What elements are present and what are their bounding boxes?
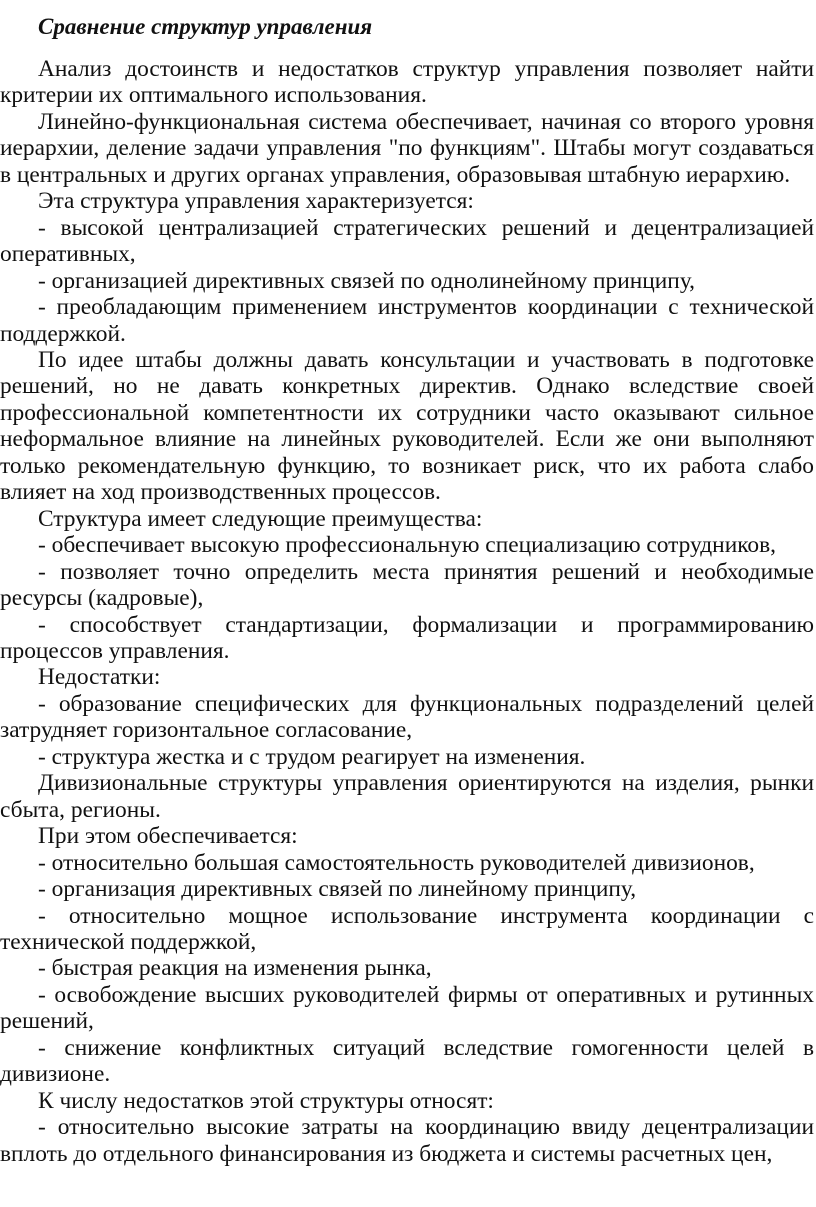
list-item: - образование специфических для функциональных подразделений целей затрудняет горизонтальное согласование, (0, 690, 814, 744)
list-item: - относительно высокие затраты на координацию ввиду децентрализации вплоть до отдельного финансирования из бюджета и системы расчетных цен, (0, 1114, 814, 1167)
paragraph: Недостатки: (38, 664, 161, 691)
list-item: - относительно мощное использование инструмента координации с технической поддержкой, (0, 902, 814, 955)
list-item: - организация директивных связей по линейному принципу, (38, 876, 637, 903)
paragraph: Структура имеет следующие преимущества: (38, 505, 483, 532)
paragraph: При этом обеспечивается: (38, 823, 298, 850)
list-item: - снижение конфликтных ситуаций вследствие гомогенности целей в дивизионе. (0, 1034, 814, 1088)
document-title: Сравнение структур управления (38, 14, 373, 39)
list-item: - преобладающим применением инструментов координации с технической поддержкой. (0, 294, 814, 347)
document-page (0, 14, 816, 1167)
list-item: - позволяет точно определить места принятия решений и необходимые ресурсы (кадровые), (0, 558, 814, 612)
list-item: - быстрая реакция на изменения рынка, (38, 955, 432, 982)
list-item: - обеспечивает высокую профессиональную специализацию сотрудников, (38, 532, 776, 559)
paragraph: По идее штабы должны давать консультации и участвовать в подготовке решений, но не давать конкретных директив. Однако вследствие своей профессиональной компетентности их сотрудники часто оказывают сильное неформальное влияние на линейных руководителей. Если же они выполняют только рекомендательную функцию, то возникает риск, что их работа слабо влияет на ход производственных процессов. (0, 346, 814, 506)
list-item: - организацией директивных связей по однолинейному принципу, (38, 267, 696, 294)
list-item: - способствует стандартизации, формализации и программированию процессов управления. (0, 611, 814, 664)
list-item: - высокой централизацией стратегических решений и децентрализацией оперативных, (0, 214, 814, 268)
list-item: - относительно большая самостоятельность руководителей дивизионов, (38, 849, 755, 876)
paragraph: Анализ достоинств и недостатков структур управления позволяет найти критерии их оптимального использования. (0, 56, 814, 109)
list-item: - освобождение высших руководителей фирмы от оперативных и рутинных решений, (0, 981, 814, 1035)
paragraph: Эта структура управления характеризуется: (38, 188, 474, 215)
list-item: - структура жестка и с трудом реагирует на изменения. (38, 743, 586, 770)
paragraph: Дивизиональные структуры управления ориентируются на изделия, рынки сбыта, регионы. (0, 770, 814, 823)
paragraph: Линейно-функциональная система обеспечивает, начиная со второго уровня иерархии, деление задачи управления "по функциям". Штабы могут создаваться в центральных и других органах управления, образовывая штабную иерархию. (0, 108, 814, 188)
paragraph: К числу недостатков этой структуры относят: (38, 1087, 494, 1114)
